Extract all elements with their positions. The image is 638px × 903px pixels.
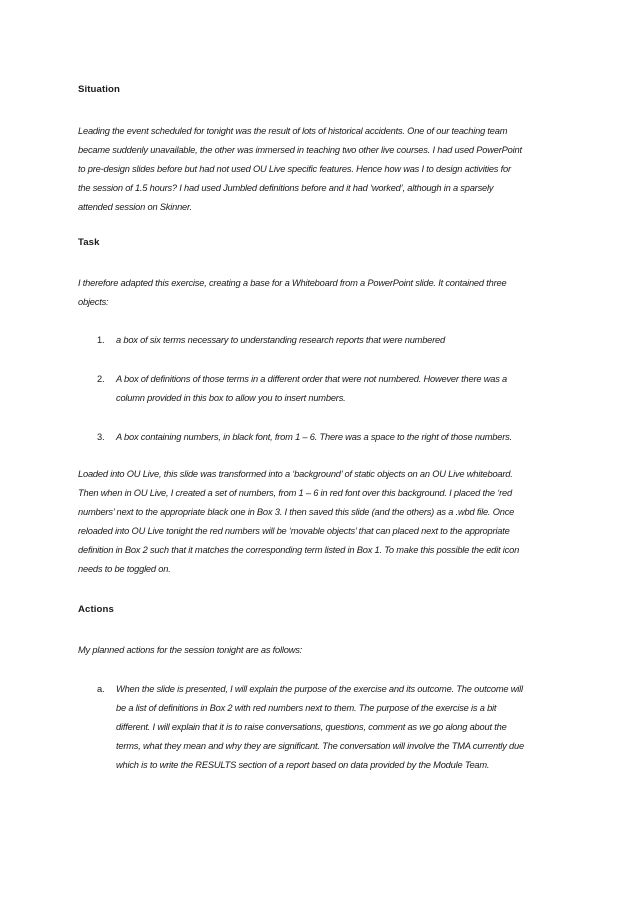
- task-closing-paragraph: [78, 465, 566, 579]
- situation-line: attended session on Skinner.: [78, 202, 192, 212]
- situation-line: Leading the event scheduled for tonight was the result of lots of historical accidents. One of our teaching team: [78, 126, 508, 136]
- task-closing-line: numbers’ next to the appropriate black one in Box 3. I then saved this slide (and the others) as a .wbd file. Once: [78, 507, 515, 517]
- situation-paragraph: [78, 122, 566, 217]
- list-marker: 3.: [97, 432, 105, 442]
- situation-heading: Situation: [78, 84, 120, 95]
- situation-line: became suddenly unavailable, the other was immersed in teaching two other live courses. I had used PowerPoint: [78, 145, 522, 155]
- actions-intro-line: My planned actions for the session tonight are as follows:: [78, 645, 303, 655]
- list-item-line: a box of six terms necessary to understanding research reports that were numbered: [116, 335, 445, 345]
- list-item-line: When the slide is presented, I will explain the purpose of the exercise and its outcome. The outcome will: [116, 684, 523, 694]
- list-item-text: [116, 331, 566, 350]
- list-marker: 2.: [97, 374, 105, 384]
- list-marker: 1.: [97, 335, 105, 345]
- list-item-line: A box of definitions of those terms in a different order that were not numbered. However there was a: [116, 374, 508, 384]
- situation-line: to pre-design slides before but had not used OU Live specific features. Hence how was I to design activities for: [78, 164, 511, 174]
- task-heading: Task: [78, 237, 100, 248]
- task-intro-paragraph: [78, 274, 566, 312]
- list-item-text: [116, 370, 566, 408]
- list-item-line: be a list of definitions in Box 2 with red numbers next to them. The purpose of the exercise is a bit: [116, 703, 497, 713]
- list-item-text: [116, 428, 566, 447]
- list-item-line: column provided in this box to allow you to insert numbers.: [116, 393, 346, 403]
- list-item-line: A box containing numbers, in black font, from 1 – 6. There was a space to the right of those numbers.: [116, 432, 512, 442]
- task-closing-line: reloaded into OU Live tonight the red numbers will be ‘movable objects’ that can placed next to the appropriate: [78, 526, 510, 536]
- list-item-line: different. I will explain that it is to raise conversations, questions, comment as we go along about the: [116, 722, 507, 732]
- situation-line: the session of 1.5 hours? I had used Jumbled definitions before and it had ‘worked’, although in a sparsely: [78, 183, 494, 193]
- list-item-line: terms, what they mean and why they are significant. The conversation will involve the TMA currently due: [116, 741, 524, 751]
- task-closing-line: Then when in OU Live, I created a set of numbers, from 1 – 6 in red font over this background. I placed the ‘red: [78, 488, 512, 498]
- actions-intro-paragraph: [78, 641, 566, 660]
- task-intro-line: I therefore adapted this exercise, creating a base for a Whiteboard from a PowerPoint slide. It contained three: [78, 278, 507, 288]
- task-closing-line: Loaded into OU Live, this slide was transformed into a ‘background’ of static objects on an OU Live whiteboard.: [78, 469, 513, 479]
- list-marker: a.: [97, 684, 105, 694]
- actions-heading: Actions: [78, 604, 114, 615]
- list-item-line: which is to write the RESULTS section of a report based on data provided by the Module Team.: [116, 760, 490, 770]
- task-closing-line: definition in Box 2 such that it matches the corresponding term listed in Box 1. To make this possible the edit icon: [78, 545, 520, 555]
- task-closing-line: needs to be toggled on.: [78, 564, 171, 574]
- task-intro-line: objects:: [78, 297, 109, 307]
- list-item-text: [116, 680, 566, 775]
